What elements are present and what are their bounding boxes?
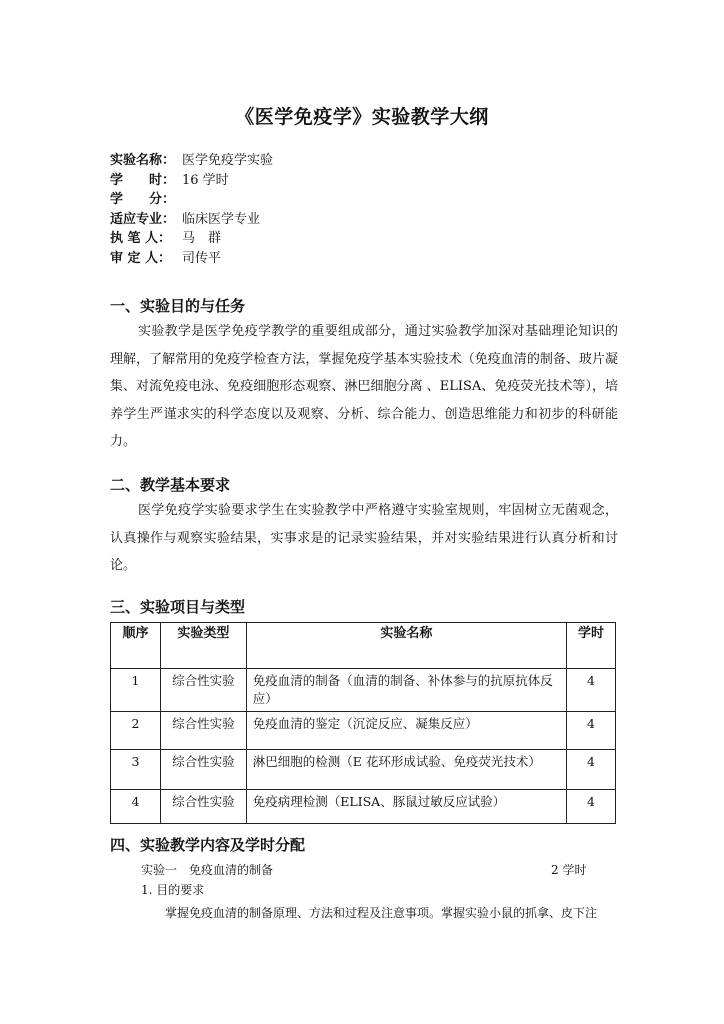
info-value: 医学免疫学实验 — [182, 153, 274, 168]
row-hours: 4 — [567, 712, 616, 750]
section-text-2: 医学免疫学实验要求学生在实验教学中严格遵守实验室规则，牢固树立无菌观念，认真操作与观察实验结果，实事求是的记录实验结果，并对实验结果进行认真分析和讨论。 — [110, 503, 618, 573]
section-heading-1: 一、实验目的与任务 — [110, 297, 246, 315]
table-row — [111, 712, 616, 750]
row-number: 3 — [111, 750, 161, 790]
section-heading-2: 二、教学基本要求 — [110, 476, 231, 494]
header-cell: 实验类型 — [160, 623, 246, 669]
table-row — [111, 669, 616, 712]
course-info — [110, 151, 273, 269]
header-cell: 顺序 — [111, 623, 161, 669]
header-cell: 学时 — [567, 623, 616, 669]
info-value: 临床医学专业 — [182, 211, 261, 227]
table-row — [111, 750, 616, 790]
info-label: 学 时： — [110, 172, 176, 188]
experiment-table — [110, 622, 616, 824]
row-hours: 4 — [567, 750, 616, 790]
row-hours: 4 — [567, 669, 616, 712]
info-row-name — [110, 151, 273, 171]
info-value: 司传平 — [182, 250, 222, 266]
experiment-one-hours: 2 学时 — [551, 863, 587, 877]
header-cell: 实验名称 — [246, 623, 566, 669]
table-header-row — [111, 623, 616, 669]
row-name: 免疫血清的鉴定（沉淀反应、凝集反应） — [246, 712, 566, 750]
info-label: 审 定 人： — [110, 250, 172, 266]
info-row-major — [110, 210, 273, 230]
experiment-one-label: 实验一 免疫血清的制备 — [141, 863, 274, 877]
row-number: 1 — [111, 669, 161, 712]
section-heading-3: 三、实验项目与类型 — [110, 598, 246, 616]
row-type: 综合性实验 — [160, 712, 246, 750]
row-number: 2 — [111, 712, 161, 750]
info-label: 学 分： — [110, 192, 176, 208]
row-number: 4 — [111, 790, 161, 824]
info-row-author — [110, 229, 273, 249]
row-type: 综合性实验 — [160, 669, 246, 712]
row-hours: 4 — [567, 790, 616, 824]
info-label: 执 笔 人： — [110, 231, 172, 247]
page-title: 《医学免疫学》实验教学大纲 — [235, 106, 489, 128]
row-name: 免疫血清的制备（血清的制备、补体参与的抗原抗体反应） — [246, 669, 566, 712]
table-row — [111, 790, 616, 824]
row-name: 淋巴细胞的检测（E 花环形成试验、免疫荧光技术） — [246, 750, 566, 790]
info-value: 16 学时 — [182, 172, 229, 188]
info-value: 马 群 — [182, 231, 222, 247]
info-label: 适应专业： — [110, 211, 176, 227]
info-row-reviewer — [110, 249, 273, 269]
item-heading: 1. 目的要求 — [141, 883, 205, 897]
item-text: 掌握免疫血清的制备原理、方法和过程及注意事项。掌握实验小鼠的抓拿、皮下注 — [165, 906, 598, 920]
info-label: 实验名称： — [110, 153, 176, 168]
info-row-credits — [110, 190, 273, 210]
section-heading-4: 四、实验教学内容及学时分配 — [110, 836, 306, 854]
info-row-hours — [110, 171, 273, 191]
row-name: 免疫病理检测（ELISA、豚鼠过敏反应试验） — [246, 790, 566, 824]
row-type: 综合性实验 — [160, 790, 246, 824]
section-text-1: 实验教学是医学免疫学教学的重要组成部分，通过实验教学加深对基础理论知识的理解，了解常用的免疫学检查方法，掌握免疫学基本实验技术（免疫血清的制备、玻片凝集、对流免疫电泳、免疫细胞形态观察、淋巴细胞分离 、ELISA、免疫荧光技术等），培养学生严谨求实的科学态度以及观察、分析、综合能力、创造思维能力和初步的科研能力。 — [110, 324, 618, 449]
row-type: 综合性实验 — [160, 750, 246, 790]
